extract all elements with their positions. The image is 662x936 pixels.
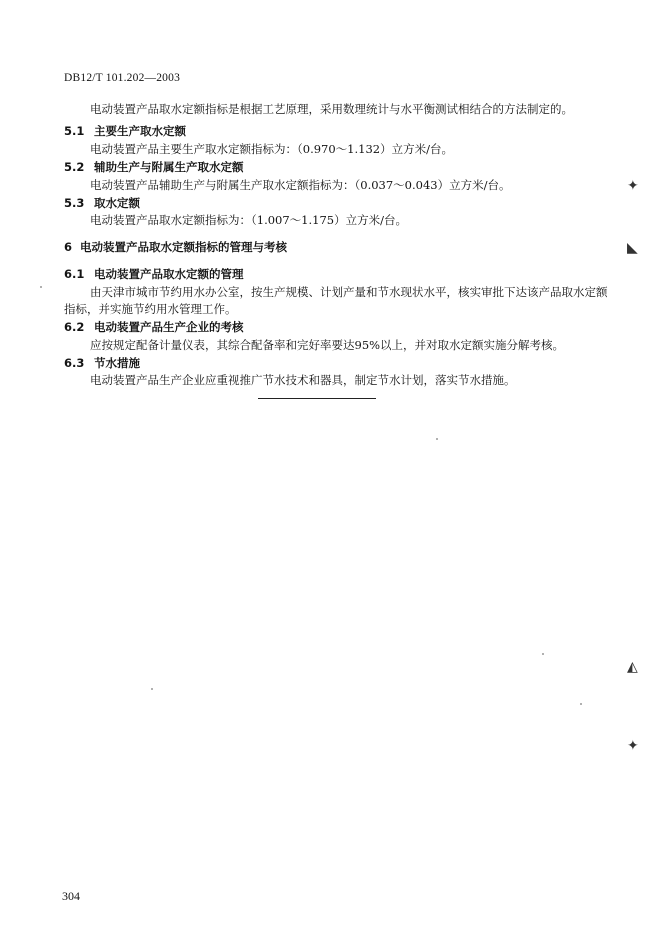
scan-speck xyxy=(580,703,582,705)
scan-speck xyxy=(542,653,544,655)
chapter-number: 6 xyxy=(64,240,73,254)
section-6-3-heading xyxy=(64,356,140,370)
section-5-3-body: 电动装置产品取水定额指标为：（1.007～1.175）立方米/台。 xyxy=(90,213,407,227)
section-6-1-body-line1: 由天津市城市节约用水办公室，按生产规模、计划产量和节水现状水平，核实审批下达该产品取水定额 xyxy=(90,285,608,299)
section-6-2-body: 应按规定配备计量仪表，其综合配备率和完好率要达95%以上，并对取水定额实施分解考核。 xyxy=(90,338,565,352)
section-number: 5.2 xyxy=(64,160,85,174)
section-5-2-heading xyxy=(64,160,244,174)
section-title: 辅助生产与附属生产取水定额 xyxy=(94,160,244,174)
scan-mark-icon: ◭ xyxy=(627,659,638,675)
section-6-1-body-line2: 指标，并实施节约用水管理工作。 xyxy=(64,302,237,316)
section-number: 6.1 xyxy=(64,267,85,281)
scan-speck xyxy=(436,438,438,440)
chapter-title: 电动装置产品取水定额指标的管理与考核 xyxy=(80,240,287,254)
scan-mark-icon: ◣ xyxy=(627,240,638,256)
end-divider xyxy=(258,398,376,399)
scan-speck xyxy=(40,286,42,288)
section-title: 电动装置产品取水定额的管理 xyxy=(94,267,244,281)
section-5-1-heading xyxy=(64,124,186,138)
page-number: 304 xyxy=(62,889,80,903)
section-number: 5.1 xyxy=(64,124,85,138)
section-number: 5.3 xyxy=(64,196,85,210)
section-number: 6.3 xyxy=(64,356,85,370)
document-id-header: DB12/T 101.202—2003 xyxy=(64,72,181,84)
section-title: 节水措施 xyxy=(94,356,140,370)
section-6-3-body: 电动装置产品生产企业应重视推广节水技术和器具，制定节水计划，落实节水措施。 xyxy=(90,373,516,387)
section-title: 取水定额 xyxy=(94,196,140,210)
section-5-1-body: 电动装置产品主要生产取水定额指标为：（0.970～1.132）立方米/台。 xyxy=(90,142,453,156)
scan-speck xyxy=(151,688,153,690)
section-title: 主要生产取水定额 xyxy=(94,124,186,138)
section-number: 6.2 xyxy=(64,320,85,334)
section-5-3-heading xyxy=(64,196,140,210)
section-6-1-heading xyxy=(64,267,244,281)
scan-mark-icon: ✦ xyxy=(627,738,639,754)
scan-mark-icon: ✦ xyxy=(627,178,639,194)
section-title: 电动装置产品生产企业的考核 xyxy=(94,320,244,334)
section-6-2-heading xyxy=(64,320,244,334)
intro-paragraph: 电动装置产品取水定额指标是根据工艺原理，采用数理统计与水平衡测试相结合的方法制定的。 xyxy=(90,102,573,116)
section-5-2-body: 电动装置产品辅助生产与附属生产取水定额指标为：（0.037～0.043）立方米/台。 xyxy=(90,178,511,192)
chapter-6-heading xyxy=(64,240,287,254)
